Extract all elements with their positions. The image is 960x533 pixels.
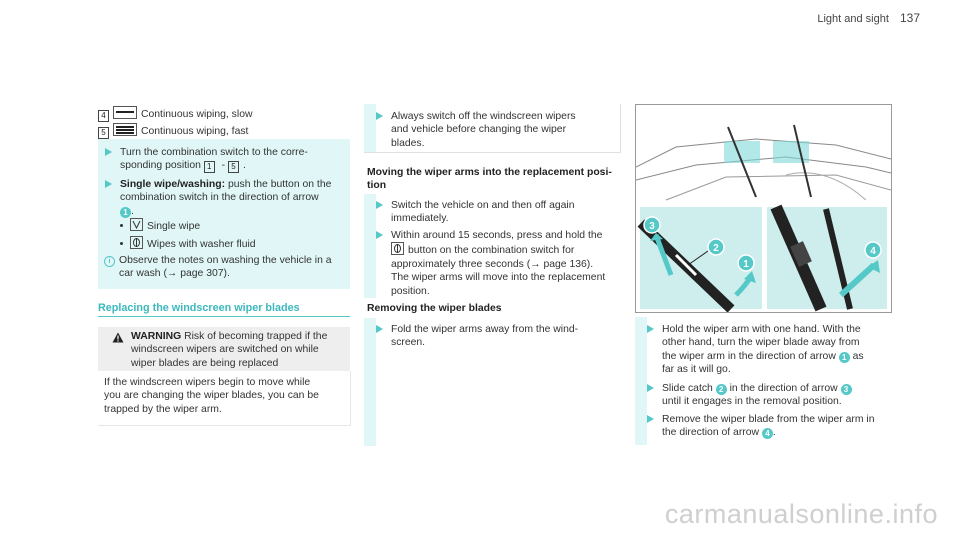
- col3-steps-block: [635, 317, 647, 445]
- step-arrow-icon: [376, 112, 383, 120]
- removing-steps-block: [364, 318, 376, 446]
- step-fold-arms: [376, 323, 578, 350]
- arrow-number-3: 3: [841, 384, 852, 395]
- text-dash: -: [218, 160, 229, 172]
- section-title: Light and sight: [817, 13, 889, 25]
- text-line: far as it will go.: [662, 364, 731, 376]
- step-switch-on-off: [376, 199, 575, 226]
- step-arrow-icon: [647, 415, 654, 423]
- wiper-setting-5: [98, 123, 248, 139]
- text-line: you are changing the wiper blades, you can be: [104, 390, 319, 402]
- text-dot: .: [131, 205, 134, 217]
- step-title: Single wipe/washing:: [120, 179, 226, 190]
- text-line: Hold the wiper arm with one hand. With the: [662, 324, 861, 335]
- heading-line: Moving the wiper arms into the replacement posi-: [367, 167, 612, 178]
- text-dot: .: [772, 427, 776, 439]
- text-line: other hand, turn the wiper blade away from: [662, 337, 860, 349]
- text-line: Within around 15 seconds, press and hold the: [391, 230, 603, 241]
- text-line: button on the combination switch for: [408, 245, 575, 257]
- callout-1: [738, 255, 754, 271]
- step-hold-arm: [647, 323, 864, 377]
- washer-fluid-icon: [130, 236, 143, 249]
- wiper-figure: [635, 104, 892, 313]
- position-key-1: 1: [204, 161, 215, 173]
- text-line: If the windscreen wipers begin to move while: [104, 377, 311, 388]
- text-line: in the direction of arrow: [729, 383, 838, 394]
- text-line: Switch the vehicle on and then off again: [391, 200, 575, 211]
- text-line: Risk of becoming trapped if the: [181, 331, 328, 342]
- callout-3: [644, 217, 660, 233]
- text-line: and vehicle before changing the wiper: [391, 124, 567, 136]
- text-line: position.: [391, 285, 430, 297]
- text-line: blades.: [391, 137, 425, 149]
- arrow-number-1: 1: [120, 207, 131, 218]
- step-turn-switch: [105, 146, 308, 173]
- text-line: sponding position: [120, 160, 201, 172]
- washer-fluid-icon: [391, 242, 404, 255]
- text-line: The wiper arms will move into the replacement: [391, 272, 606, 284]
- warning-text: [131, 330, 327, 370]
- sub-label: Wipes with washer fluid: [147, 239, 256, 250]
- text-line: combination switch in the direction of arrow: [120, 192, 319, 204]
- callout-4: [865, 242, 881, 258]
- setting-5-label: Continuous wiping, fast: [141, 126, 249, 137]
- step-arrow-icon: [647, 384, 654, 392]
- page-number: 137: [899, 11, 920, 25]
- text-line: the wiper arm in the direction of arrow: [662, 350, 836, 362]
- moving-steps-block: [364, 194, 376, 298]
- step-arrow-icon: [376, 325, 383, 333]
- removing-heading: Removing the wiper blades: [367, 303, 502, 314]
- text-line: Always switch off the windscreen wipers: [391, 111, 576, 122]
- step-press-hold: [376, 229, 605, 298]
- warning-icon: [112, 332, 124, 347]
- sub-label: Single wipe: [147, 221, 201, 232]
- step-single-wipe: [105, 178, 331, 218]
- text-line: Slide catch: [662, 383, 713, 394]
- page-header: [817, 12, 920, 26]
- text-line: windscreen wipers are switched on while: [131, 344, 319, 356]
- arrow-number-1: 1: [839, 352, 850, 363]
- arrow-number-4: 4: [762, 428, 773, 439]
- note-car-wash: [104, 254, 332, 280]
- step-arrow-icon: [105, 180, 112, 188]
- heading-line: tion: [367, 180, 387, 192]
- warning-title: WARNING: [131, 331, 182, 342]
- warning-body: [98, 371, 351, 426]
- wiper-setting-4: [98, 106, 252, 122]
- step-arrow-icon: [647, 325, 654, 333]
- heading-rule: [98, 316, 350, 317]
- bullet: [120, 224, 123, 227]
- continuous-fast-icon: [113, 123, 137, 136]
- catch-number-2: 2: [716, 384, 727, 395]
- sub-washer: [120, 236, 256, 251]
- car-windscreen-illustration: [636, 105, 891, 312]
- watermark: carmanualsonline.info: [664, 499, 938, 529]
- moving-heading: [367, 166, 612, 193]
- step-arrow-icon: [376, 231, 383, 239]
- text-dot: .: [243, 160, 246, 172]
- callout-4-label: 4: [870, 246, 876, 257]
- step-remove-blade: [647, 413, 875, 440]
- step-always-switch-off: [376, 110, 576, 150]
- text-line: approximately three seconds (→ page 136).: [391, 258, 594, 270]
- setting-4-label: Continuous wiping, slow: [141, 109, 253, 120]
- text-line: until it engages in the removal position.: [662, 396, 842, 408]
- callout-2-label: 2: [713, 243, 719, 254]
- section-heading: Replacing the windscreen wiper blades: [98, 302, 300, 314]
- text-line: as: [852, 350, 864, 362]
- position-key-5b: 5: [228, 161, 239, 173]
- step-arrow-icon: [376, 201, 383, 209]
- text-line: Fold the wiper arms away from the wind-: [391, 324, 579, 335]
- bullet: [120, 242, 123, 245]
- text-line: Observe the notes on washing the vehicle in a: [119, 255, 332, 266]
- text-line: trapped by the wiper arm.: [104, 403, 222, 415]
- text-line: push the button on the: [225, 179, 332, 190]
- continuous-slow-icon: [113, 106, 137, 119]
- callout-2: [708, 239, 724, 255]
- step-slide-catch: [647, 382, 852, 409]
- callout-3-label: 3: [649, 221, 655, 232]
- single-wipe-icon: [130, 218, 143, 231]
- text-line: wiper blades are being replaced: [131, 357, 279, 369]
- text-line: the direction of arrow: [662, 427, 760, 439]
- text-line: Turn the combination switch to the corre-: [120, 147, 308, 158]
- text-line: immediately.: [391, 213, 449, 225]
- text-line: screen.: [391, 337, 426, 349]
- step-arrow-icon: [105, 148, 112, 156]
- position-key-4: 4: [98, 110, 109, 122]
- text-line: Remove the wiper blade from the wiper arm in: [662, 414, 875, 425]
- callout-1-label: 1: [743, 259, 749, 270]
- position-key-5: 5: [98, 127, 109, 139]
- sub-single-wipe: [120, 218, 200, 233]
- info-icon: i: [104, 256, 115, 267]
- always-tint: [364, 104, 376, 152]
- text-line: car wash (→ page 307).: [119, 268, 230, 280]
